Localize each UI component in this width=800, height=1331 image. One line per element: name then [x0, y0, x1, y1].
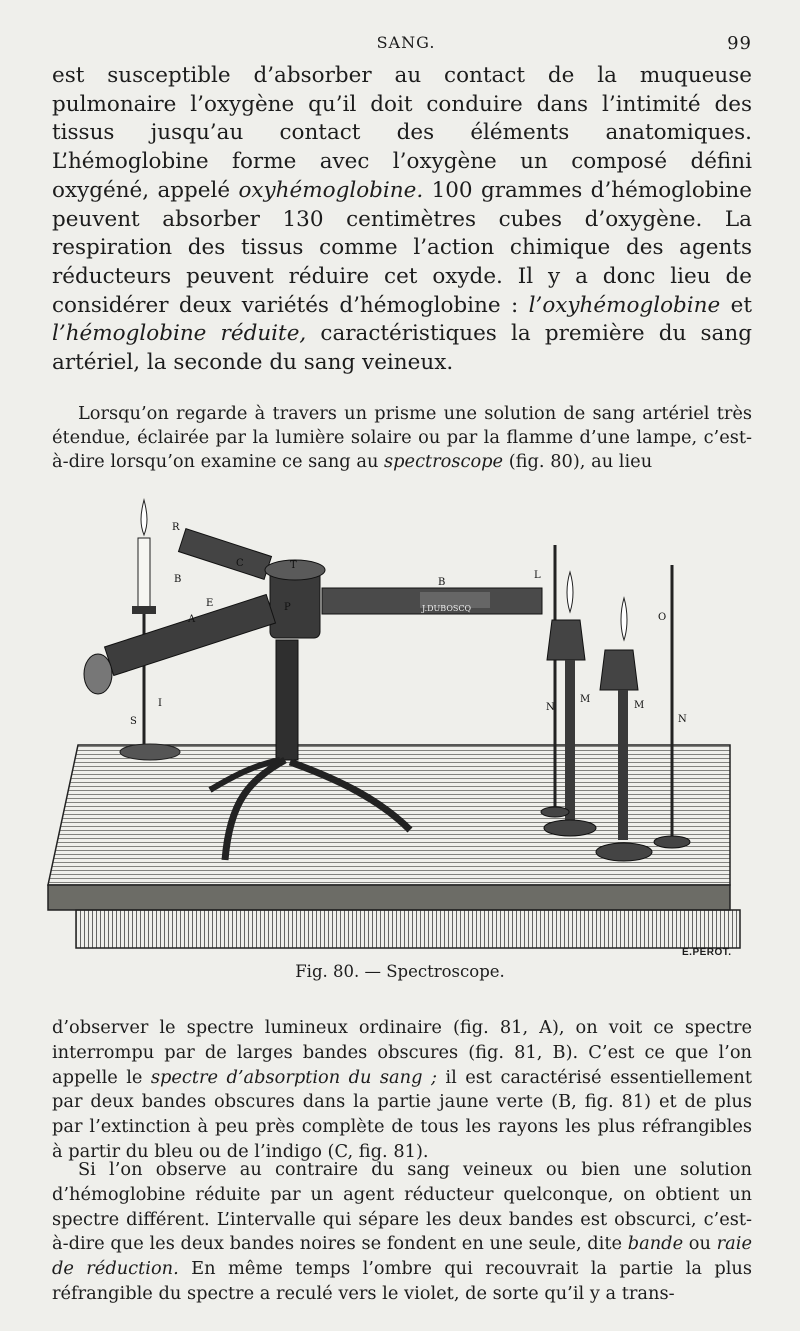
- p3-text-2: il est caractérisé essentiellement par deux bandes obscures dans la partie jaune verte (B, fig. 81) et de plus par l’extinction à peu près complète de tous les rayons les plus réfrangibles à partir du bleu ou de l’indigo (C, fig. 81).: [52, 1066, 752, 1162]
- p1-italic-3: l’hémoglobine réduite,: [52, 321, 307, 347]
- label-I: I: [158, 698, 162, 709]
- p1-italic-1: oxyhémoglobine.: [238, 177, 424, 203]
- label-O: O: [658, 612, 667, 623]
- label-E: E: [206, 598, 214, 609]
- label-L: L: [534, 570, 541, 581]
- paragraph-1: [52, 62, 752, 378]
- p4-text-1: Si l’on observe au contraire du sang veineux ou bien une solution d’hémoglobine réduite par un agent réducteur quelconque, on obtient un spectre différent. L’intervalle qui sépare les deux bandes est obscurci, c’est-à-dire que les deux bandes noires se fondent en une seule, dite: [52, 1159, 752, 1255]
- p4-italic-1: bande: [627, 1233, 684, 1255]
- p1-text-2: 100 grammes d’hémoglobine peuvent absorber 130 centimètres cubes d’oxygène. La respiration des tissus comme l’action chimique des agents réducteurs peuvent réduire cet oxyde. Il y a donc lieu de considérer deux variétés d’hémoglobine :: [52, 177, 752, 318]
- p1-text-4: caractéristiques la première du sang artériel, la seconde du sang veineux.: [52, 321, 752, 376]
- label-N2: N: [678, 714, 687, 725]
- label-M2: M: [634, 700, 645, 711]
- p2-text-2: (fig. 80), au lieu: [503, 451, 653, 473]
- label-M1: M: [580, 694, 591, 705]
- paragraph-2: [52, 402, 752, 475]
- running-header: [60, 33, 752, 57]
- label-P: P: [284, 602, 291, 613]
- p4-italic-2: raie de réduction.: [52, 1233, 752, 1280]
- label-B2: B: [174, 574, 182, 585]
- p1-italic-2: l’oxyhémoglobine: [528, 292, 721, 318]
- label-C: C: [236, 558, 244, 569]
- p1-text-3: et: [720, 292, 752, 318]
- spectroscope-engraving: [40, 490, 760, 960]
- figure-caption: Fig. 80. — Spectroscope.: [295, 962, 505, 981]
- label-N1: N: [546, 702, 555, 713]
- label-B1: B: [438, 577, 446, 588]
- p3-italic-1: spectre d’absorption du sang ;: [150, 1066, 437, 1088]
- p2-text-1: Lorsqu’on regarde à travers un prisme une solution de sang artériel très étendue, éclairée par la lumière solaire ou par la flamme d’une lampe, c’est-à-dire lorsqu’on examine ce sang au: [52, 403, 752, 473]
- p4-text-2: ou: [683, 1233, 717, 1255]
- header-title: SANG.: [376, 33, 436, 52]
- page-number: 99: [727, 33, 752, 54]
- p4-text-3: En même temps l’ombre qui recouvrait la partie la plus réfrangible du spectre a reculé vers le violet, de sorte qu’il y a trans-: [52, 1258, 752, 1304]
- maker-mark: J.DUBOSCQ: [422, 604, 472, 613]
- p2-italic-1: spectroscope: [384, 451, 504, 473]
- label-T: T: [290, 560, 297, 571]
- p3-text-1: d’observer le spectre lumineux ordinaire (fig. 81, A), on voit ce spectre interrompu par de larges bandes obscures (fig. 81, B). C’est ce que l’on appelle le: [52, 1017, 752, 1088]
- engraver-credit: E.PEROT.: [682, 947, 732, 958]
- label-S: S: [130, 716, 137, 727]
- paragraph-4: [52, 1158, 752, 1307]
- label-R: R: [172, 522, 180, 533]
- paragraph-3: [52, 1016, 752, 1165]
- label-A: A: [188, 614, 196, 625]
- p1-text-1: est susceptible d’absorber au contact de la muqueuse pulmonaire l’oxygène qu’il doit conduire dans l’intimité des tissus jusqu’au contact des éléments anatomiques. L’hémoglobine forme avec l’oxygène un composé défini oxygéné, appelé: [52, 63, 752, 203]
